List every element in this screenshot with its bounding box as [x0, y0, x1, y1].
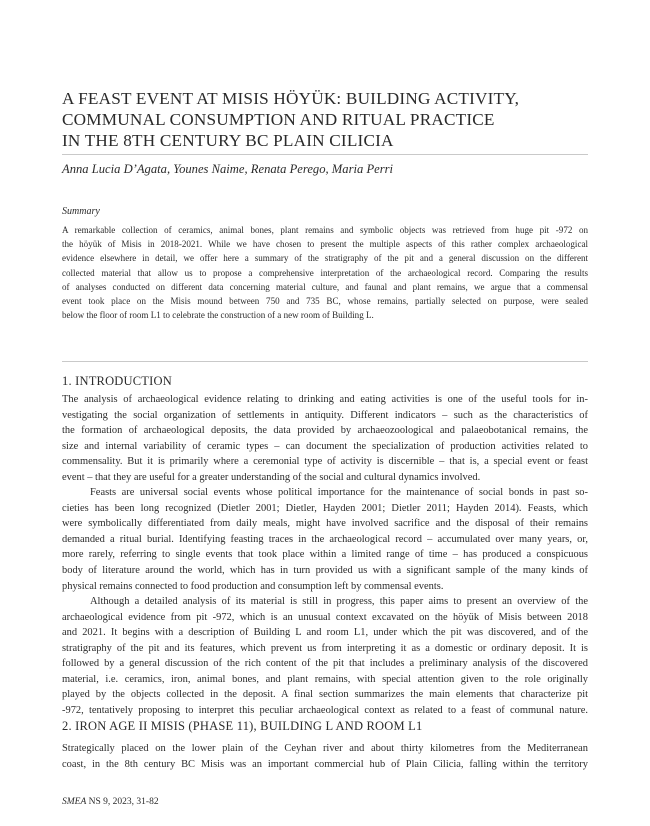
text-line: played by the objects collected in the deposit. A final section summarizes the main elements that characterize pit [62, 689, 588, 701]
summary-line: collected material that allow us to propose a comprehensive interpretation of the archaeological record. Comparing the results [62, 267, 588, 278]
text-line: more rarely, referring to single events that took place within a limited range of time – has produced a conspicuous [62, 549, 588, 561]
text-line: The analysis of archaeological evidence relating to drinking and eating activities is one of the useful tools for in- [62, 394, 588, 405]
summary-line: A remarkable collection of ceramics, animal bones, plant remains and symbolic objects was retrieved from huge pit -972 on [62, 225, 588, 235]
text-line: commensality. But it is primarily where a ceremonial type of activity is discernible – that is, a special event or feast [62, 456, 588, 468]
journal-issue: NS 9, 2023, 31-82 [86, 797, 159, 807]
text-line: coast, in the 8th century BC Misis was an important commercial hub of Plain Cilicia, falling within the territory [62, 758, 588, 770]
title-divider [62, 154, 588, 155]
text-line: stratigraphy of the pit and its features, which prevent us from interpreting it as a domestic or ordinary deposit. It is [62, 642, 588, 654]
title-line: COMMUNAL CONSUMPTION AND RITUAL PRACTICE [62, 110, 495, 129]
text-line: archaeological evidence from pit -972, which is an unusual context excavated on the höyük of Misis between 2018 [62, 611, 588, 623]
text-line: the formation of archaeological deposits, the data provided by archaeozoological and palaeobotanical remains, the [62, 425, 588, 437]
journal-name: SMEA [62, 797, 87, 807]
section-divider [62, 361, 588, 362]
text-line: vestigating the social organization of settlements in antiquity. Different indicators – such as the characteristics of [62, 409, 588, 421]
title-line: A FEAST EVENT AT MISIS HÖYÜK: BUILDING ACTIVITY, [62, 89, 520, 108]
summary-line: evidence elsewhere in detail, we offer here a summary of the stratigraphy of the pit and a general discussion on the different [62, 253, 588, 264]
section-heading-introduction: 1. INTRODUCTION [62, 374, 172, 388]
text-line: cieties has been long recognized (Dietler 2001; Dietler, Hayden 2001; Dietler 2011; Hayden 2014). Feasts, which [62, 502, 588, 514]
text-line: body of literature around the world, which has in turn provided us with a significant sample of the many kinds of [62, 565, 588, 577]
text-line: demanded a ritual burial. Identifying feasting traces in the archaeological record – accumulated over many years, or, [62, 533, 588, 545]
text-line: Feasts are universal social events whose political importance for the maintenance of social bonds in past so- [90, 487, 588, 499]
summary-heading: Summary [62, 206, 100, 217]
title-line: IN THE 8TH CENTURY BC PLAIN CILICIA [62, 131, 394, 150]
text-line: and 2021. It begins with a description of Building L and room L1, under which the pit was discovered, and of the [62, 627, 588, 639]
journal-footer [62, 797, 159, 807]
introduction-body [62, 392, 588, 718]
text-line: were symbolically differentiated from daily meals, might have involved sacrifice and the disposal of their remains [62, 518, 588, 530]
summary-line: the höyük of Misis in 2018-2021. While we have chosen to present the multiple aspects of this rather complex archaeological [62, 239, 588, 250]
text-line: event – that they are useful for a greater understanding of the social and cultural dynamics involved. [62, 471, 481, 483]
text-line: followed by a general discussion of the rich content of the pit that includes a preliminary analysis of the discovered [62, 658, 588, 670]
iron-age-body [62, 741, 588, 772]
paper-title [62, 88, 602, 151]
section-heading-iron-age: 2. IRON AGE II MISIS (PHASE 11), BUILDING L AND ROOM L1 [62, 719, 423, 733]
summary-line: below the floor of room L1 to celebrate the construction of a new room of Building L. [62, 310, 374, 321]
text-line: size and internal variability of ceramic types – can document the specialization of production activities related to [62, 440, 588, 452]
text-line: physical remains connected to food production and consumption left by commensal events. [62, 580, 444, 592]
text-line: -972, tentatively proposing to interpret this peculiar archaeological context as related to a feast of communal nature. [62, 704, 588, 716]
authors: Anna Lucia D’Agata, Younes Naime, Renata Perego, Maria Perri [62, 162, 394, 176]
summary-text [62, 223, 588, 322]
text-line: Strategically placed on the lower plain of the Ceyhan river and about thirty kilometres from the Mediterranean [62, 743, 588, 754]
text-line: material, i.e. ceramics, iron, animal bones, and plant remains, with special attention given to the role originally [62, 673, 588, 685]
text-line: Although a detailed analysis of its material is still in progress, this paper aims to present an overview of the [90, 596, 588, 608]
summary-line: event took place on the Misis mound between 750 and 735 BC, whose remains, partially selected on purpose, were sealed [62, 296, 588, 307]
summary-line: of analyses conducted on different data concerning material culture, and faunal and plant remains, we argue that a commensal [62, 281, 588, 292]
